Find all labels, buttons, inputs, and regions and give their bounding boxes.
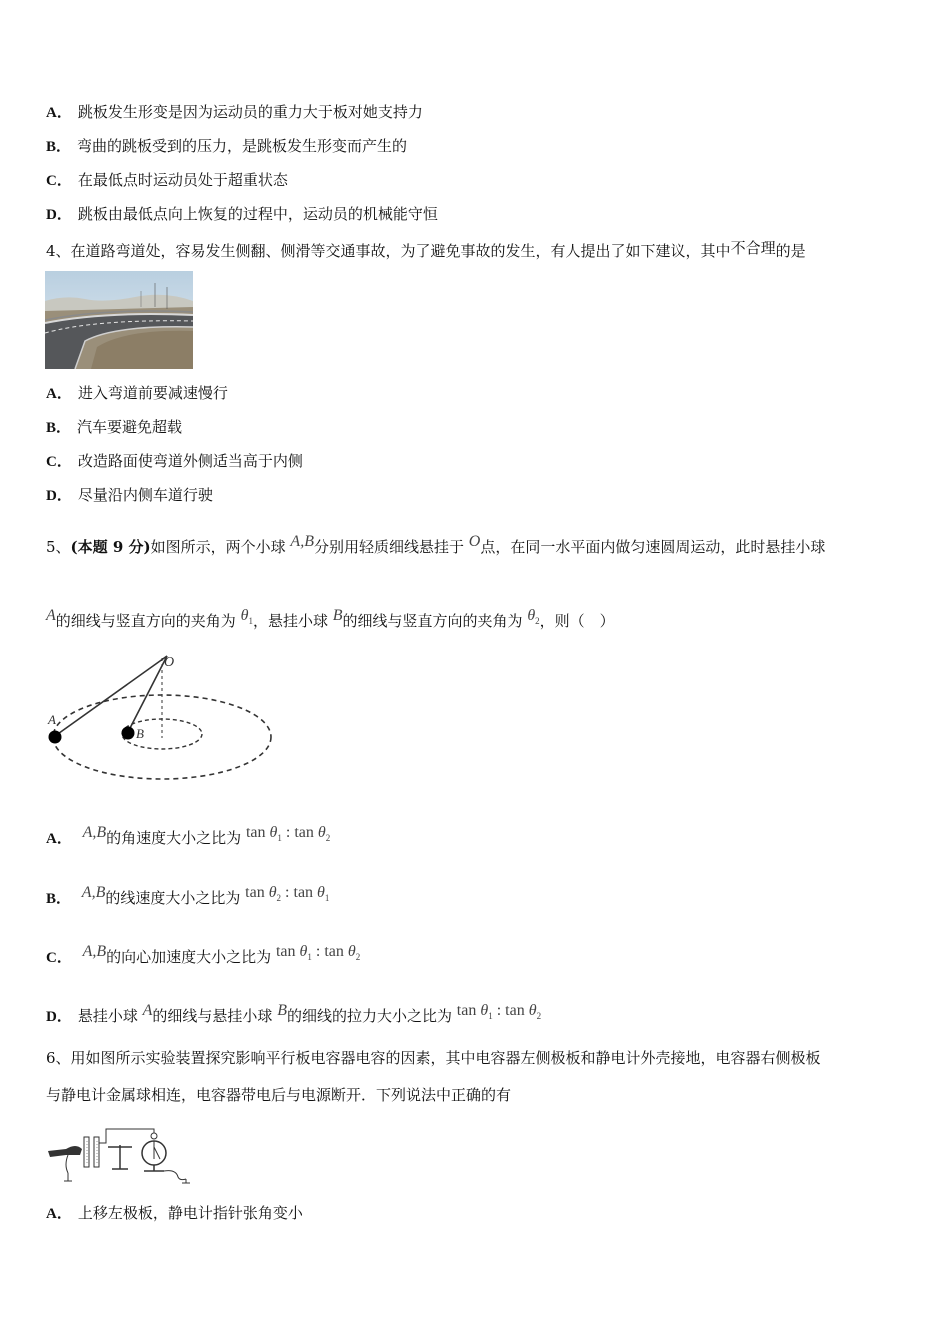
q5-text: 点，在同一水平面内做匀速圆周运动，此时悬挂小球	[480, 538, 826, 556]
subscript: 1	[248, 616, 253, 627]
option-text: 汽车要避免超载	[77, 418, 183, 436]
math-theta2	[527, 607, 540, 627]
q5-option-b	[46, 883, 329, 909]
q5-option-c	[46, 942, 360, 968]
ball-b	[122, 727, 135, 740]
fn-tan: tan	[456, 1002, 477, 1019]
math-b: B	[332, 607, 343, 624]
option-label: A．	[46, 831, 72, 847]
q4-option-d	[46, 485, 213, 506]
colon: :	[285, 884, 290, 901]
q4-option-b	[46, 417, 182, 438]
option-text: 悬挂小球	[77, 1007, 138, 1025]
option-label: C．	[46, 454, 72, 470]
fn-tan: tan	[275, 943, 296, 960]
q5-text: ，悬挂小球	[252, 612, 328, 630]
theta-symbol: θ	[317, 824, 326, 841]
option-text: 的细线的拉力大小之比为	[287, 1007, 453, 1025]
fn-tan: tan	[293, 884, 314, 901]
q5-stem-line2	[46, 606, 615, 631]
subscript: 1	[488, 1011, 493, 1022]
option-text: 弯曲的跳板受到的压力，是跳板发生形变而产生的	[77, 137, 408, 155]
colon: :	[285, 824, 291, 841]
q3-option-a	[46, 102, 423, 123]
q5-option-d	[46, 1001, 541, 1027]
option-text: 上移左极板，静电计指针张角变小	[77, 1204, 303, 1222]
label-b: B	[136, 726, 144, 741]
option-label: A．	[46, 105, 72, 121]
label-a: A	[48, 712, 56, 727]
theta-symbol: θ	[268, 884, 277, 901]
math-ratio	[245, 824, 331, 844]
subscript: 2	[536, 1011, 542, 1022]
q3-option-b	[46, 136, 407, 157]
electrometer-apparatus-diagram	[46, 1125, 196, 1185]
q5-text: 的细线与竖直方向的夹角为	[342, 612, 523, 630]
subscript: 1	[277, 833, 282, 844]
theta-symbol: θ	[347, 943, 356, 960]
fn-tan: tan	[324, 943, 344, 960]
q6-option-a	[46, 1203, 303, 1224]
fn-tan: tan	[505, 1002, 525, 1019]
option-label: B．	[46, 420, 72, 436]
q4-stem-emphasis: 不合理	[730, 239, 776, 257]
math-a: A	[46, 607, 56, 624]
q5-text: 如图所示，两个小球	[150, 538, 286, 556]
subscript: 2	[355, 952, 361, 963]
option-label: D．	[46, 207, 72, 223]
theta-symbol: θ	[527, 607, 536, 624]
q4-option-a	[46, 383, 228, 404]
q5-score: (本题 9 分)	[70, 538, 151, 556]
q4-stem	[46, 238, 806, 261]
option-label: A．	[46, 1206, 72, 1222]
math-ab: A,B	[82, 943, 107, 960]
option-text: 的细线与悬挂小球	[152, 1007, 273, 1025]
math-o: O	[468, 533, 481, 550]
q3-option-c	[46, 170, 288, 191]
q5-text: 分别用轻质细线悬挂于	[313, 538, 464, 556]
theta-symbol: θ	[240, 607, 249, 624]
math-ratio	[456, 1002, 542, 1022]
option-text: 在最低点时运动员处于超重状态	[77, 171, 288, 189]
colon: :	[315, 943, 321, 960]
fn-tan: tan	[294, 824, 314, 841]
option-text: 的线速度大小之比为	[105, 889, 241, 907]
math-ab: A,B	[82, 824, 107, 841]
option-text: 的向心加速度大小之比为	[106, 948, 272, 966]
math-ratio	[245, 884, 330, 904]
subscript: 2	[276, 893, 282, 904]
theta-symbol: θ	[299, 943, 308, 960]
ball-a	[49, 731, 62, 744]
option-label: B．	[46, 891, 72, 907]
option-label: B．	[46, 139, 72, 155]
q5-text: 的细线与竖直方向的夹角为	[55, 612, 236, 630]
q4-stem-text: 4、在道路弯道处，容易发生侧翻、侧滑等交通事故，为了避免事故的发生，有人提出了如下建议，其中	[46, 242, 731, 260]
subscript: 2	[535, 616, 540, 627]
label-o: O	[164, 655, 175, 670]
option-label: C．	[46, 950, 72, 966]
option-text: 进入弯道前要减速慢行	[77, 384, 228, 402]
option-label: A．	[46, 386, 72, 402]
option-text: 尽量沿内侧车道行驶	[77, 486, 213, 504]
q5-text: ，则（ ）	[539, 612, 615, 630]
math-ratio	[275, 943, 361, 963]
math-ab: A,B	[290, 533, 314, 550]
q5-stem-line1	[46, 532, 825, 557]
fn-tan: tan	[245, 884, 265, 901]
conical-pendulum-diagram	[46, 650, 278, 785]
option-text: 的角速度大小之比为	[106, 829, 242, 847]
option-text: 跳板发生形变是因为运动员的重力大于板对她支持力	[77, 103, 423, 121]
theta-symbol: θ	[269, 824, 278, 841]
curved-road-photo	[45, 271, 193, 369]
q6-stem-line1: 6、用如图所示实验装置探究影响平行板电容器电容的因素，其中电容器左侧极板和静电计外壳接地，电容器右侧极板	[46, 1049, 821, 1067]
math-b: B	[277, 1002, 287, 1019]
q4-stem-end: 的是	[775, 242, 806, 260]
q3-option-d	[46, 204, 438, 225]
math-ab: A,B	[81, 884, 106, 901]
colon: :	[496, 1002, 502, 1019]
subscript: 2	[325, 833, 331, 844]
theta-symbol: θ	[317, 884, 325, 901]
math-theta1	[240, 607, 253, 627]
option-text: 跳板由最低点向上恢复的过程中，运动员的机械能守恒	[77, 205, 438, 223]
q4-option-c	[46, 451, 303, 472]
option-text: 改造路面使弯道外侧适当高于内侧	[77, 452, 303, 470]
subscript: 1	[324, 893, 330, 904]
option-label: C．	[46, 173, 72, 189]
q5-number: 5、	[46, 538, 71, 556]
option-label: D．	[46, 488, 72, 504]
subscript: 1	[307, 952, 312, 963]
fn-tan: tan	[245, 824, 266, 841]
theta-symbol: θ	[480, 1002, 489, 1019]
theta-symbol: θ	[528, 1002, 537, 1019]
option-label: D．	[46, 1009, 72, 1025]
q5-option-a	[46, 823, 330, 849]
q6-stem-line2: 与静电计金属球相连，电容器带电后与电源断开．下列说法中正确的有	[46, 1086, 512, 1104]
math-a: A	[142, 1002, 153, 1019]
